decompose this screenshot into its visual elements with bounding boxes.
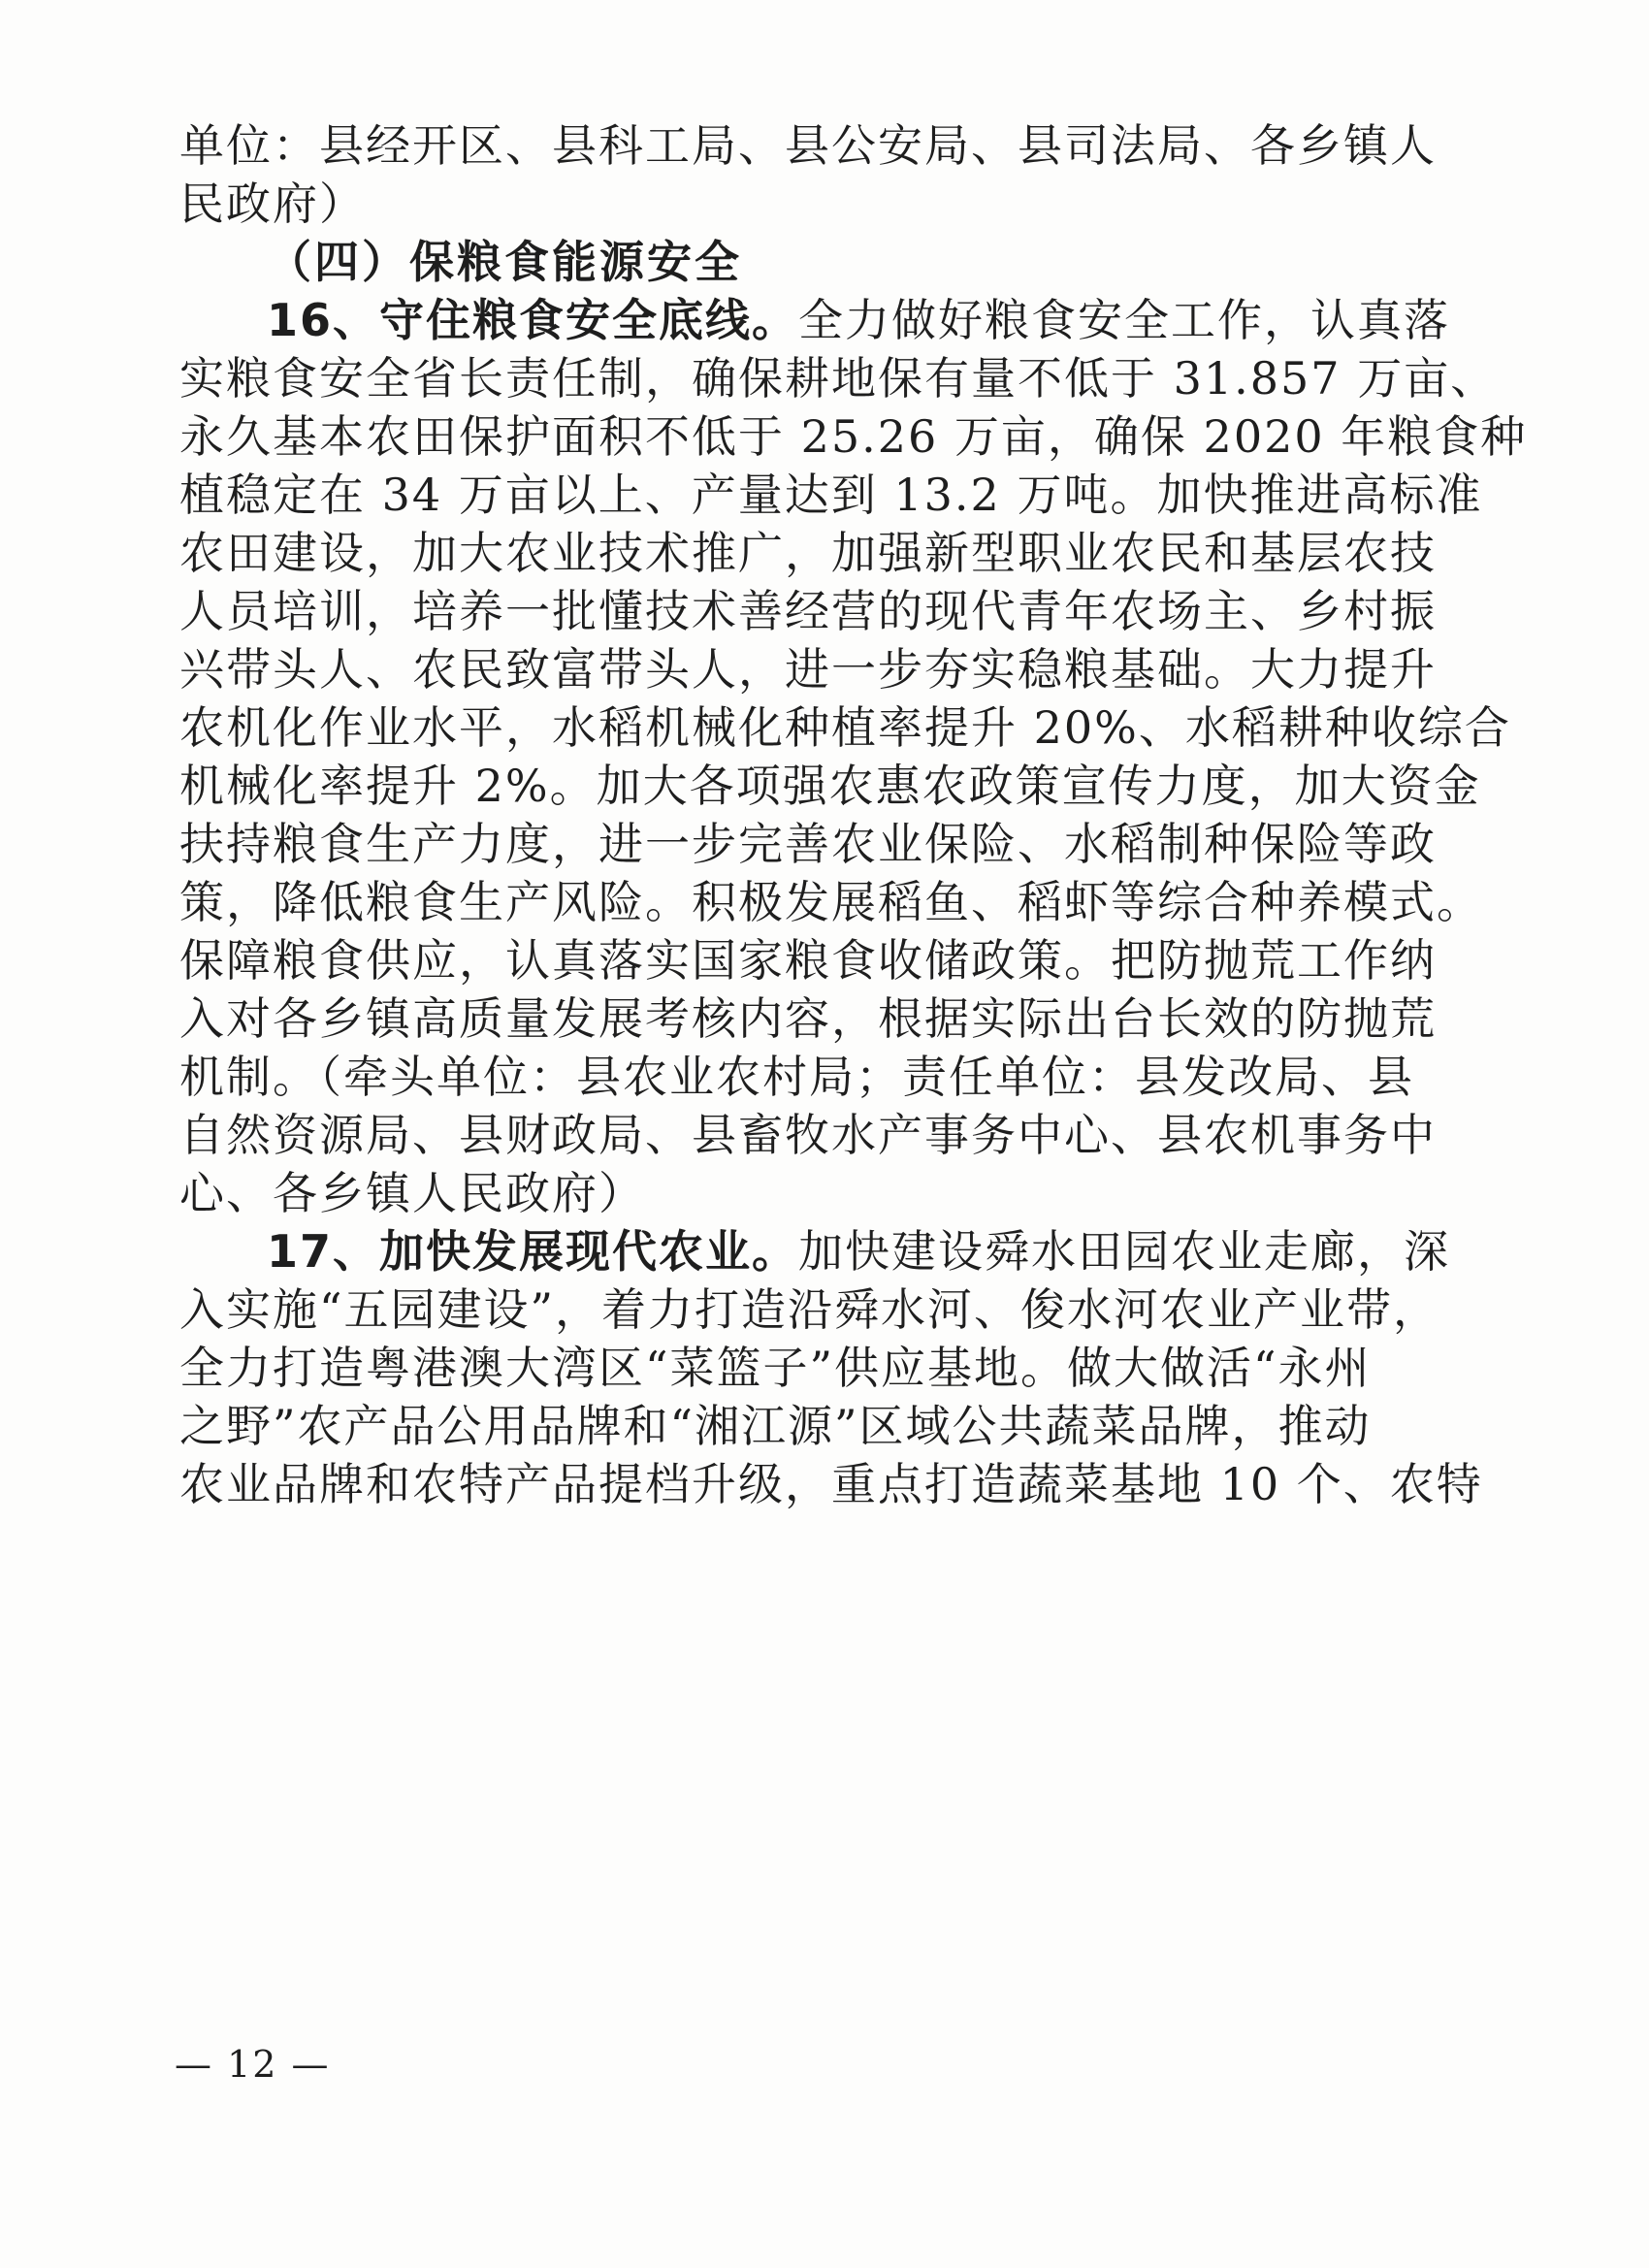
text-line: 植稳定在 34 万亩以上、产量达到 13.2 万吨。加快推进高标准 xyxy=(179,469,1483,521)
item-16-first-line xyxy=(267,291,1451,349)
item-17-heading: 17、加快发展现代农业。 xyxy=(267,1225,799,1278)
item-17-first-line xyxy=(267,1222,1451,1280)
text-line: 农机化作业水平，水稻机械化种植率提升 20%、水稻耕种收综合 xyxy=(179,701,1511,754)
text-line: 兴带头人、农民致富带头人，进一步夯实稳粮基础。大力提升 xyxy=(179,643,1437,696)
text-line: 农业品牌和农特产品提档升级，重点打造蔬菜基地 10 个、农特 xyxy=(179,1458,1483,1510)
text-line: 扶持粮食生产力度，进一步完善农业保险、水稻制种保险等政 xyxy=(179,818,1437,870)
text-line: 策，降低粮食生产风险。积极发展稻鱼、稻虾等综合种养模式。 xyxy=(179,876,1483,928)
text-line: 全力打造粤港澳大湾区“菜篮子”供应基地。做大做活“永州 xyxy=(179,1342,1372,1394)
text-line: 实粮食安全省长责任制，确保耕地保有量不低于 31.857 万亩、 xyxy=(179,352,1498,405)
text-line: 民政府） xyxy=(179,178,366,230)
item-16-intro: 全力做好粮食安全工作，认真落 xyxy=(798,294,1451,346)
page-number: — 12 — xyxy=(175,2043,331,2086)
item-16-heading: 16、守住粮食安全底线。 xyxy=(267,294,799,346)
text-line: 机制。（牵头单位：县农业农村局；责任单位：县发改局、县 xyxy=(179,1051,1414,1103)
text-line: 机械化率提升 2%。加大各项强农惠农政策宣传力度，加大资金 xyxy=(179,760,1481,812)
text-line: 入实施“五园建设”，着力打造沿舜水河、俊水河农业产业带， xyxy=(179,1283,1440,1336)
text-line: 人员培训，培养一批懂技术善经营的现代青年农场主、乡村振 xyxy=(179,585,1437,637)
text-line: 单位：县经开区、县科工局、县公安局、县司法局、各乡镇人 xyxy=(179,119,1437,172)
text-line: 入对各乡镇高质量发展考核内容，根据实际出台长效的防抛荒 xyxy=(179,992,1437,1045)
text-line: 保障粮食供应，认真落实国家粮食收储政策。把防抛荒工作纳 xyxy=(179,934,1437,987)
section-title: （四）保粮食能源安全 xyxy=(267,236,742,288)
text-line: 农田建设，加大农业技术推广，加强新型职业农民和基层农技 xyxy=(179,527,1437,579)
item-17-intro: 加快建设舜水田园农业走廊，深 xyxy=(798,1225,1451,1278)
text-line: 之野”农产品公用品牌和“湘江源”区域公共蔬菜品牌，推动 xyxy=(179,1400,1372,1452)
text-line: 心、各乡镇人民政府） xyxy=(179,1167,645,1219)
text-line: 永久基本农田保护面积不低于 25.26 万亩，确保 2020 年粮食种 xyxy=(179,410,1528,463)
text-line: 自然资源局、县财政局、县畜牧水产事务中心、县农机事务中 xyxy=(179,1109,1437,1161)
